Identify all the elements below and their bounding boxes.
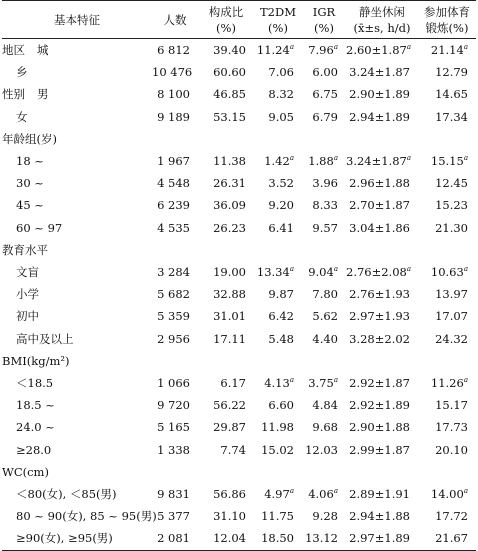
value-cell: 2.92±1.87 xyxy=(349,376,410,391)
category-label: 小学 xyxy=(16,287,39,302)
value-cell xyxy=(254,461,302,483)
value-cell: 9.57 xyxy=(312,220,338,235)
value-cell: 11.38 xyxy=(213,154,246,169)
value-cell xyxy=(152,239,198,261)
category-label: 乡 xyxy=(16,65,28,80)
row-label xyxy=(2,305,152,327)
value-cell: 2.94±1.88 xyxy=(349,509,410,524)
value-cell: 7.80 xyxy=(312,287,338,302)
significance-marker: a xyxy=(333,487,338,496)
category-label: ≥28.0 xyxy=(16,442,52,457)
value-cell: 26.31 xyxy=(213,176,246,191)
value-cell: 12.04 xyxy=(213,531,246,546)
table-row xyxy=(2,83,476,105)
value-cell: 5 359 xyxy=(157,309,190,324)
value-cell: 5 682 xyxy=(157,287,190,302)
table-row xyxy=(2,150,476,172)
category-label: 城 xyxy=(37,43,49,57)
significance-marker: a xyxy=(289,487,294,496)
value-cell: 21.67 xyxy=(435,531,468,546)
table-row xyxy=(2,239,476,261)
value-cell xyxy=(302,239,346,261)
value-cell: 4.13$^a$ xyxy=(264,376,294,391)
value-cell xyxy=(152,350,198,372)
value-cell xyxy=(152,461,198,483)
significance-marker: a xyxy=(463,154,468,163)
significance-marker: a xyxy=(289,43,294,52)
value-cell: 3.24±1.87$^a$ xyxy=(346,154,412,169)
value-cell: 36.09 xyxy=(213,198,246,213)
value-cell: 53.15 xyxy=(213,109,246,124)
value-cell: 12.79 xyxy=(435,65,468,80)
row-label xyxy=(2,439,152,461)
value-cell xyxy=(346,239,418,261)
value-cell: 13.12 xyxy=(305,531,338,546)
value-cell: 4.40 xyxy=(312,331,338,346)
table-row xyxy=(2,372,476,394)
value-cell xyxy=(198,350,254,372)
value-cell: 3.24±1.87 xyxy=(349,65,410,80)
significance-marker: a xyxy=(406,154,412,163)
value-cell: 24.32 xyxy=(435,331,468,346)
value-cell xyxy=(302,128,346,150)
table-row xyxy=(2,194,476,216)
value-cell xyxy=(346,350,418,372)
row-label xyxy=(2,261,152,283)
value-cell: 1 338 xyxy=(157,442,190,457)
value-cell: 7.74 xyxy=(220,442,246,457)
value-cell: 21.30 xyxy=(435,220,468,235)
row-label xyxy=(2,217,152,239)
table-row xyxy=(2,416,476,438)
category-label: 30 ~ xyxy=(16,176,44,191)
value-cell xyxy=(198,461,254,483)
value-cell xyxy=(302,350,346,372)
value-cell xyxy=(152,128,198,150)
row-label xyxy=(2,61,152,83)
row-label xyxy=(2,372,152,394)
header-cell: 静坐休闲 (x̄±s, h/d) xyxy=(353,5,411,35)
significance-marker: a xyxy=(333,154,338,163)
category-label: 女 xyxy=(16,109,28,124)
group-label: 性别 xyxy=(2,87,25,102)
value-cell: 4.84 xyxy=(312,398,338,413)
significance-marker: a xyxy=(333,43,338,52)
value-cell: 46.85 xyxy=(213,87,246,102)
table-row xyxy=(2,527,476,550)
value-cell: 6.75 xyxy=(312,87,338,102)
value-cell: 4 535 xyxy=(157,220,190,235)
row-label xyxy=(2,239,152,261)
value-cell xyxy=(418,239,476,261)
value-cell: 8.33 xyxy=(312,198,338,213)
group-label: 地区 xyxy=(2,43,25,57)
value-cell: 21.14$^a$ xyxy=(430,43,468,57)
table-row xyxy=(2,328,476,350)
value-cell: 5 377 xyxy=(157,509,190,524)
value-cell: 9.28 xyxy=(312,509,338,524)
value-cell: 1 066 xyxy=(157,376,190,391)
significance-marker: a xyxy=(406,265,412,274)
value-cell: 9.87 xyxy=(268,287,294,302)
value-cell: 2.90±1.88 xyxy=(349,420,410,435)
value-cell: 3.28±2.02 xyxy=(349,331,410,346)
significance-marker: a xyxy=(463,265,468,274)
value-cell: 10 476 xyxy=(152,65,193,80)
value-cell: 2.70±1.87 xyxy=(349,198,410,213)
value-cell: 11.98 xyxy=(261,420,294,435)
value-cell: 39.40 xyxy=(213,43,246,57)
header-cell: 参加体育 锻炼(%) xyxy=(424,5,470,35)
value-cell: 7.06 xyxy=(268,65,294,80)
value-cell: 60.60 xyxy=(213,65,246,80)
row-label xyxy=(2,350,152,372)
row-label xyxy=(2,416,152,438)
value-cell: 2.76±1.93 xyxy=(349,287,410,302)
value-cell xyxy=(346,461,418,483)
value-cell: 31.01 xyxy=(213,309,246,324)
value-cell: 6 239 xyxy=(157,198,190,213)
table-row xyxy=(2,439,476,461)
value-cell: 2.60±1.87$^a$ xyxy=(346,43,412,57)
value-cell xyxy=(254,128,302,150)
value-cell: 2.90±1.89 xyxy=(349,87,410,102)
value-cell: 6.60 xyxy=(268,398,294,413)
table-row xyxy=(2,106,476,128)
value-cell: 12.45 xyxy=(435,176,468,191)
value-cell: 5 165 xyxy=(157,420,190,435)
row-label xyxy=(2,461,152,483)
header-cell: IGR (%) xyxy=(312,5,336,35)
value-cell: 9 720 xyxy=(157,398,190,413)
value-cell: 56.86 xyxy=(213,487,246,502)
value-cell: 9.68 xyxy=(312,420,338,435)
value-cell: 13.97 xyxy=(435,287,468,302)
value-cell: 19.00 xyxy=(213,265,246,280)
characteristics-table xyxy=(2,0,476,551)
value-cell: 5.48 xyxy=(268,331,294,346)
value-cell: 9.05 xyxy=(268,109,294,124)
significance-marker: a xyxy=(333,265,338,274)
value-cell: 9.20 xyxy=(268,198,294,213)
value-cell: 17.72 xyxy=(435,509,468,524)
value-cell: 31.10 xyxy=(213,509,246,524)
value-cell: 17.07 xyxy=(435,309,468,324)
table-row xyxy=(2,172,476,194)
category-label: 高中及以上 xyxy=(16,331,74,346)
significance-marker: a xyxy=(289,265,294,274)
significance-marker: a xyxy=(406,43,412,52)
header-row xyxy=(2,1,476,39)
value-cell: 4.97$^a$ xyxy=(264,487,294,502)
category-label: 45 ~ xyxy=(16,198,44,213)
group-label: 教育水平 xyxy=(2,242,48,257)
value-cell: 56.22 xyxy=(213,398,246,413)
row-label xyxy=(2,83,152,105)
table-row xyxy=(2,39,476,62)
value-cell: 6.42 xyxy=(268,309,294,324)
group-label: 年龄组(岁) xyxy=(2,131,57,146)
significance-marker: a xyxy=(463,376,468,385)
value-cell: 2.99±1.87 xyxy=(349,442,410,457)
value-cell: 11.24$^a$ xyxy=(256,43,294,57)
value-cell: 3 284 xyxy=(157,265,190,280)
category-label: 24.0 ~ xyxy=(16,420,55,435)
category-label: 60 ~ 97 xyxy=(16,220,63,235)
value-cell xyxy=(254,350,302,372)
value-cell: 32.88 xyxy=(213,287,246,302)
value-cell: 6.00 xyxy=(312,65,338,80)
table-body xyxy=(2,39,476,551)
value-cell: 6.41 xyxy=(268,220,294,235)
category-label: 80 ~ 90(女), 85 ~ 95(男) xyxy=(16,509,157,524)
value-cell: 10.63$^a$ xyxy=(430,265,468,280)
value-cell: 9 831 xyxy=(157,487,190,502)
significance-marker: a xyxy=(289,154,294,163)
category-label: 男 xyxy=(37,87,49,102)
category-label: 文盲 xyxy=(16,265,39,280)
table-row xyxy=(2,217,476,239)
value-cell xyxy=(346,128,418,150)
value-cell: 8.32 xyxy=(268,87,294,102)
value-cell: 2.89±1.91 xyxy=(349,487,410,502)
table-row xyxy=(2,305,476,327)
header-cell: 基本特征 xyxy=(54,13,100,27)
value-cell: 2.97±1.93 xyxy=(349,309,410,324)
row-label xyxy=(2,483,152,505)
row-label xyxy=(2,172,152,194)
value-cell: 15.15$^a$ xyxy=(430,154,468,169)
category-label: ＜80(女), ＜85(男) xyxy=(16,487,117,502)
value-cell xyxy=(254,239,302,261)
row-label xyxy=(2,394,152,416)
value-cell xyxy=(418,350,476,372)
value-cell: 2 956 xyxy=(157,331,190,346)
value-cell: 9.04$^a$ xyxy=(308,265,338,280)
significance-marker: a xyxy=(463,43,468,52)
value-cell xyxy=(418,461,476,483)
row-label xyxy=(2,39,152,62)
group-label: WC(cm) xyxy=(2,464,49,479)
table-row xyxy=(2,128,476,150)
significance-marker: a xyxy=(463,487,468,496)
value-cell xyxy=(198,128,254,150)
value-cell: 15.17 xyxy=(435,398,468,413)
value-cell: 1 967 xyxy=(157,154,190,169)
value-cell: 17.73 xyxy=(435,420,468,435)
value-cell xyxy=(418,128,476,150)
value-cell: 5.62 xyxy=(312,309,338,324)
value-cell: 4.06$^a$ xyxy=(308,487,338,502)
significance-marker: a xyxy=(333,376,338,385)
value-cell: 9 189 xyxy=(157,109,190,124)
value-cell: 6.79 xyxy=(312,109,338,124)
value-cell: 11.26$^a$ xyxy=(430,376,468,391)
row-label xyxy=(2,128,152,150)
value-cell: 7.96$^a$ xyxy=(308,43,338,57)
significance-marker: a xyxy=(289,376,294,385)
value-cell: 4 548 xyxy=(157,176,190,191)
table-row xyxy=(2,461,476,483)
value-cell: 11.75 xyxy=(261,509,294,524)
table-row xyxy=(2,283,476,305)
value-cell: 13.34$^a$ xyxy=(256,265,294,280)
category-label: 18.5 ~ xyxy=(16,398,55,413)
value-cell: 26.23 xyxy=(213,220,246,235)
value-cell: 3.04±1.86 xyxy=(349,220,410,235)
value-cell: 6.17 xyxy=(220,376,246,391)
table-row xyxy=(2,61,476,83)
table-row xyxy=(2,483,476,505)
value-cell: 2.94±1.89 xyxy=(349,109,410,124)
value-cell: 17.11 xyxy=(213,331,246,346)
group-label: BMI(kg/m²) xyxy=(2,353,70,368)
value-cell: 14.00$^a$ xyxy=(430,487,468,502)
value-cell: 12.03 xyxy=(305,442,338,457)
table-row xyxy=(2,261,476,283)
category-label: ≥90(女), ≥95(男) xyxy=(16,531,113,546)
value-cell: 2.76±2.08$^a$ xyxy=(346,265,412,280)
value-cell: 15.23 xyxy=(435,198,468,213)
row-label xyxy=(2,150,152,172)
row-label xyxy=(2,527,152,550)
value-cell xyxy=(198,239,254,261)
value-cell xyxy=(302,461,346,483)
header-cell: T2DM (%) xyxy=(260,5,296,35)
value-cell: 1.42$^a$ xyxy=(264,154,294,169)
row-label xyxy=(2,106,152,128)
value-cell: 3.96 xyxy=(312,176,338,191)
value-cell: 2.96±1.88 xyxy=(349,176,410,191)
value-cell: 15.02 xyxy=(261,442,294,457)
value-cell: 18.50 xyxy=(261,531,294,546)
value-cell: 2.92±1.89 xyxy=(349,398,410,413)
table-row xyxy=(2,350,476,372)
value-cell: 14.65 xyxy=(435,87,468,102)
row-label xyxy=(2,283,152,305)
value-cell: 2.97±1.89 xyxy=(349,531,410,546)
value-cell: 17.34 xyxy=(435,109,468,124)
category-label: ＜18.5 xyxy=(16,376,54,391)
value-cell: 20.10 xyxy=(435,442,468,457)
row-label xyxy=(2,194,152,216)
row-label xyxy=(2,328,152,350)
row-label xyxy=(2,505,157,527)
value-cell: 2 081 xyxy=(157,531,190,546)
header-cell: 构成比 (%) xyxy=(208,5,244,35)
category-label: 初中 xyxy=(16,309,39,324)
category-label: 18 ~ xyxy=(16,154,44,169)
header-cell: 人数 xyxy=(163,13,187,27)
value-cell: 3.52 xyxy=(268,176,294,191)
value-cell: 29.87 xyxy=(213,420,246,435)
table-row xyxy=(2,505,476,527)
value-cell: 1.88$^a$ xyxy=(308,154,338,169)
value-cell: 3.75$^a$ xyxy=(308,376,338,391)
table-row xyxy=(2,394,476,416)
value-cell: 8 100 xyxy=(157,87,190,102)
value-cell: 6 812 xyxy=(157,43,190,57)
